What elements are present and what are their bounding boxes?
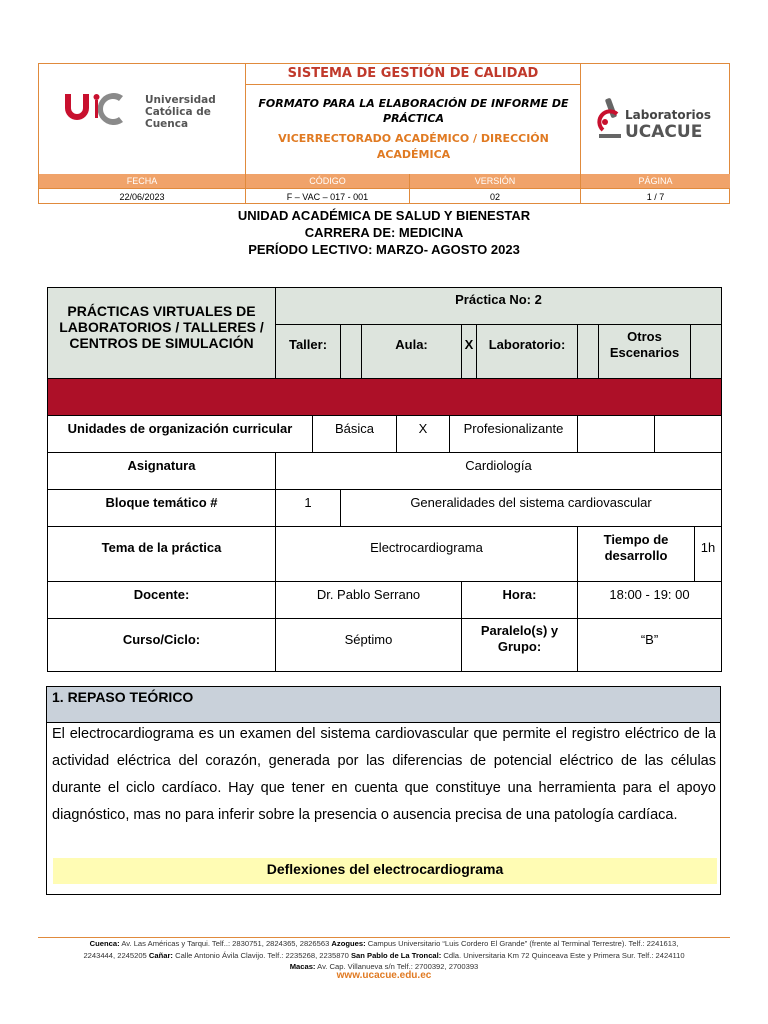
section-heading: 1. REPASO TEÓRICO: [47, 687, 720, 723]
tiempo-label: Tiempo de desarrollo: [603, 532, 669, 563]
profesionalizante-label: Profesionalizante: [463, 421, 564, 436]
system-title: SISTEMA DE GESTIÓN DE CALIDAD: [246, 64, 580, 85]
meta-value-version: 02: [410, 188, 581, 204]
unit-title: UNIDAD ACADÉMICA DE SALUD Y BIENESTAR: [237, 208, 531, 223]
footer-line-2: 2243444, 2245205 Cañar: Calle Antonio Ávila Clavijo. Telf.: 2235268, 2235870 San Pablo de La Troncal: Cdla. Universitaria Km 72 Quinceava Este y Primera Sur. Telf.: 2424110: [83, 950, 685, 960]
website-link[interactable]: www.ucacue.edu.ec: [336, 970, 432, 981]
section-body: El electrocardiograma es un examen del sistema cardiovascular que permite el registro eléctrico de la actividad eléctrica del corazón, generada por las diferencias de potencial eléctrico de las células durante el ciclo cardíaco. Hay que tener en cuenta que constituye una herramienta para el apoyo diagnóstico, mas no para inferir sobre la presencia o ausencia precisa de una patología cardíaca.: [52, 726, 716, 823]
tema-value: Electrocardiograma: [370, 540, 483, 555]
curso-label: Curso/Ciclo:: [122, 632, 201, 647]
hora-label: Hora:: [502, 587, 537, 602]
meta-header-version: VERSIÓN: [410, 174, 581, 188]
paralelo-value: “B”: [640, 632, 659, 647]
bloque-number: 1: [304, 495, 312, 510]
red-band: [47, 378, 721, 415]
bloque-value: Generalidades del sistema cardiovascular: [410, 495, 652, 510]
aula-mark: X: [464, 337, 474, 352]
meta-value-fecha: 22/06/2023: [39, 188, 246, 204]
taller-label: Taller:: [288, 337, 328, 352]
tiempo-value: 1h: [700, 540, 716, 555]
period-title: PERÍODO LECTIVO: MARZO- AGOSTO 2023: [248, 242, 520, 257]
asignatura-label: Asignatura: [127, 458, 196, 473]
meta-header-codigo: CÓDIGO: [246, 174, 410, 188]
docente-value: Dr. Pablo Serrano: [316, 587, 421, 602]
units-label: Unidades de organización curricular: [67, 421, 293, 436]
docente-label: Docente:: [133, 587, 190, 602]
vice-rectorate: VICERRECTORADO ACADÉMICO / DIRECCIÓN ACADÉMICA: [278, 132, 549, 161]
aula-label: Aula:: [395, 337, 428, 352]
footer-line-1: Cuenca: Av. Las Américas y Tarqui. Telf..: 2830751, 2824365, 2826563 Azogues: Campus Universitario “Luis Cordero El Grande” (frente al Terminal Terrestre). Telf.: 2241613,: [89, 939, 679, 948]
meta-header-pagina: PÁGINA: [581, 174, 730, 188]
hora-value: 18:00 - 19: 00: [609, 587, 690, 602]
tema-label: Tema de la práctica: [101, 540, 222, 555]
deflexiones-heading: Deflexiones del electrocardiograma: [53, 858, 717, 884]
meta-header-fecha: FECHA: [39, 174, 246, 188]
format-title: FORMATO PARA LA ELABORACIÓN DE INFORME DE PRÁCTICA: [258, 97, 569, 125]
practices-label: PRÁCTICAS VIRTUALES DE LABORATORIOS / TALLERES / CENTROS DE SIMULACIÓN: [59, 303, 264, 351]
laboratorio-label: Laboratorio:: [488, 337, 566, 352]
career-title: CARRERA DE: MEDICINA: [304, 225, 464, 240]
meta-value-pagina: 1 / 7: [581, 188, 730, 204]
practice-number: Práctica No: 2: [455, 292, 542, 307]
uc-logo-text: Universidad Católica de Cuenca: [145, 94, 216, 130]
basica-mark: X: [418, 421, 428, 436]
footer-line-3: Macas: Av. Cap. Villanueva s/n Telf.: 2700392, 2700393: [289, 962, 479, 971]
curso-value: Séptimo: [344, 632, 393, 647]
paralelo-label: Paralelo(s) y Grupo:: [480, 623, 559, 654]
meta-value-codigo: F – VAC – 017 - 001: [246, 188, 410, 204]
footer-addresses: [18, 938, 750, 973]
lab-logo-line2: UCACUE: [625, 122, 703, 142]
otros-escenarios-label: Otros Escenarios: [609, 329, 680, 360]
basica-label: Básica: [334, 421, 375, 436]
bloque-label: Bloque temático #: [105, 495, 218, 510]
lab-logo-line1: Laboratorios: [625, 108, 711, 122]
theory-section: [46, 686, 721, 895]
asignatura-value: Cardiología: [465, 458, 532, 473]
